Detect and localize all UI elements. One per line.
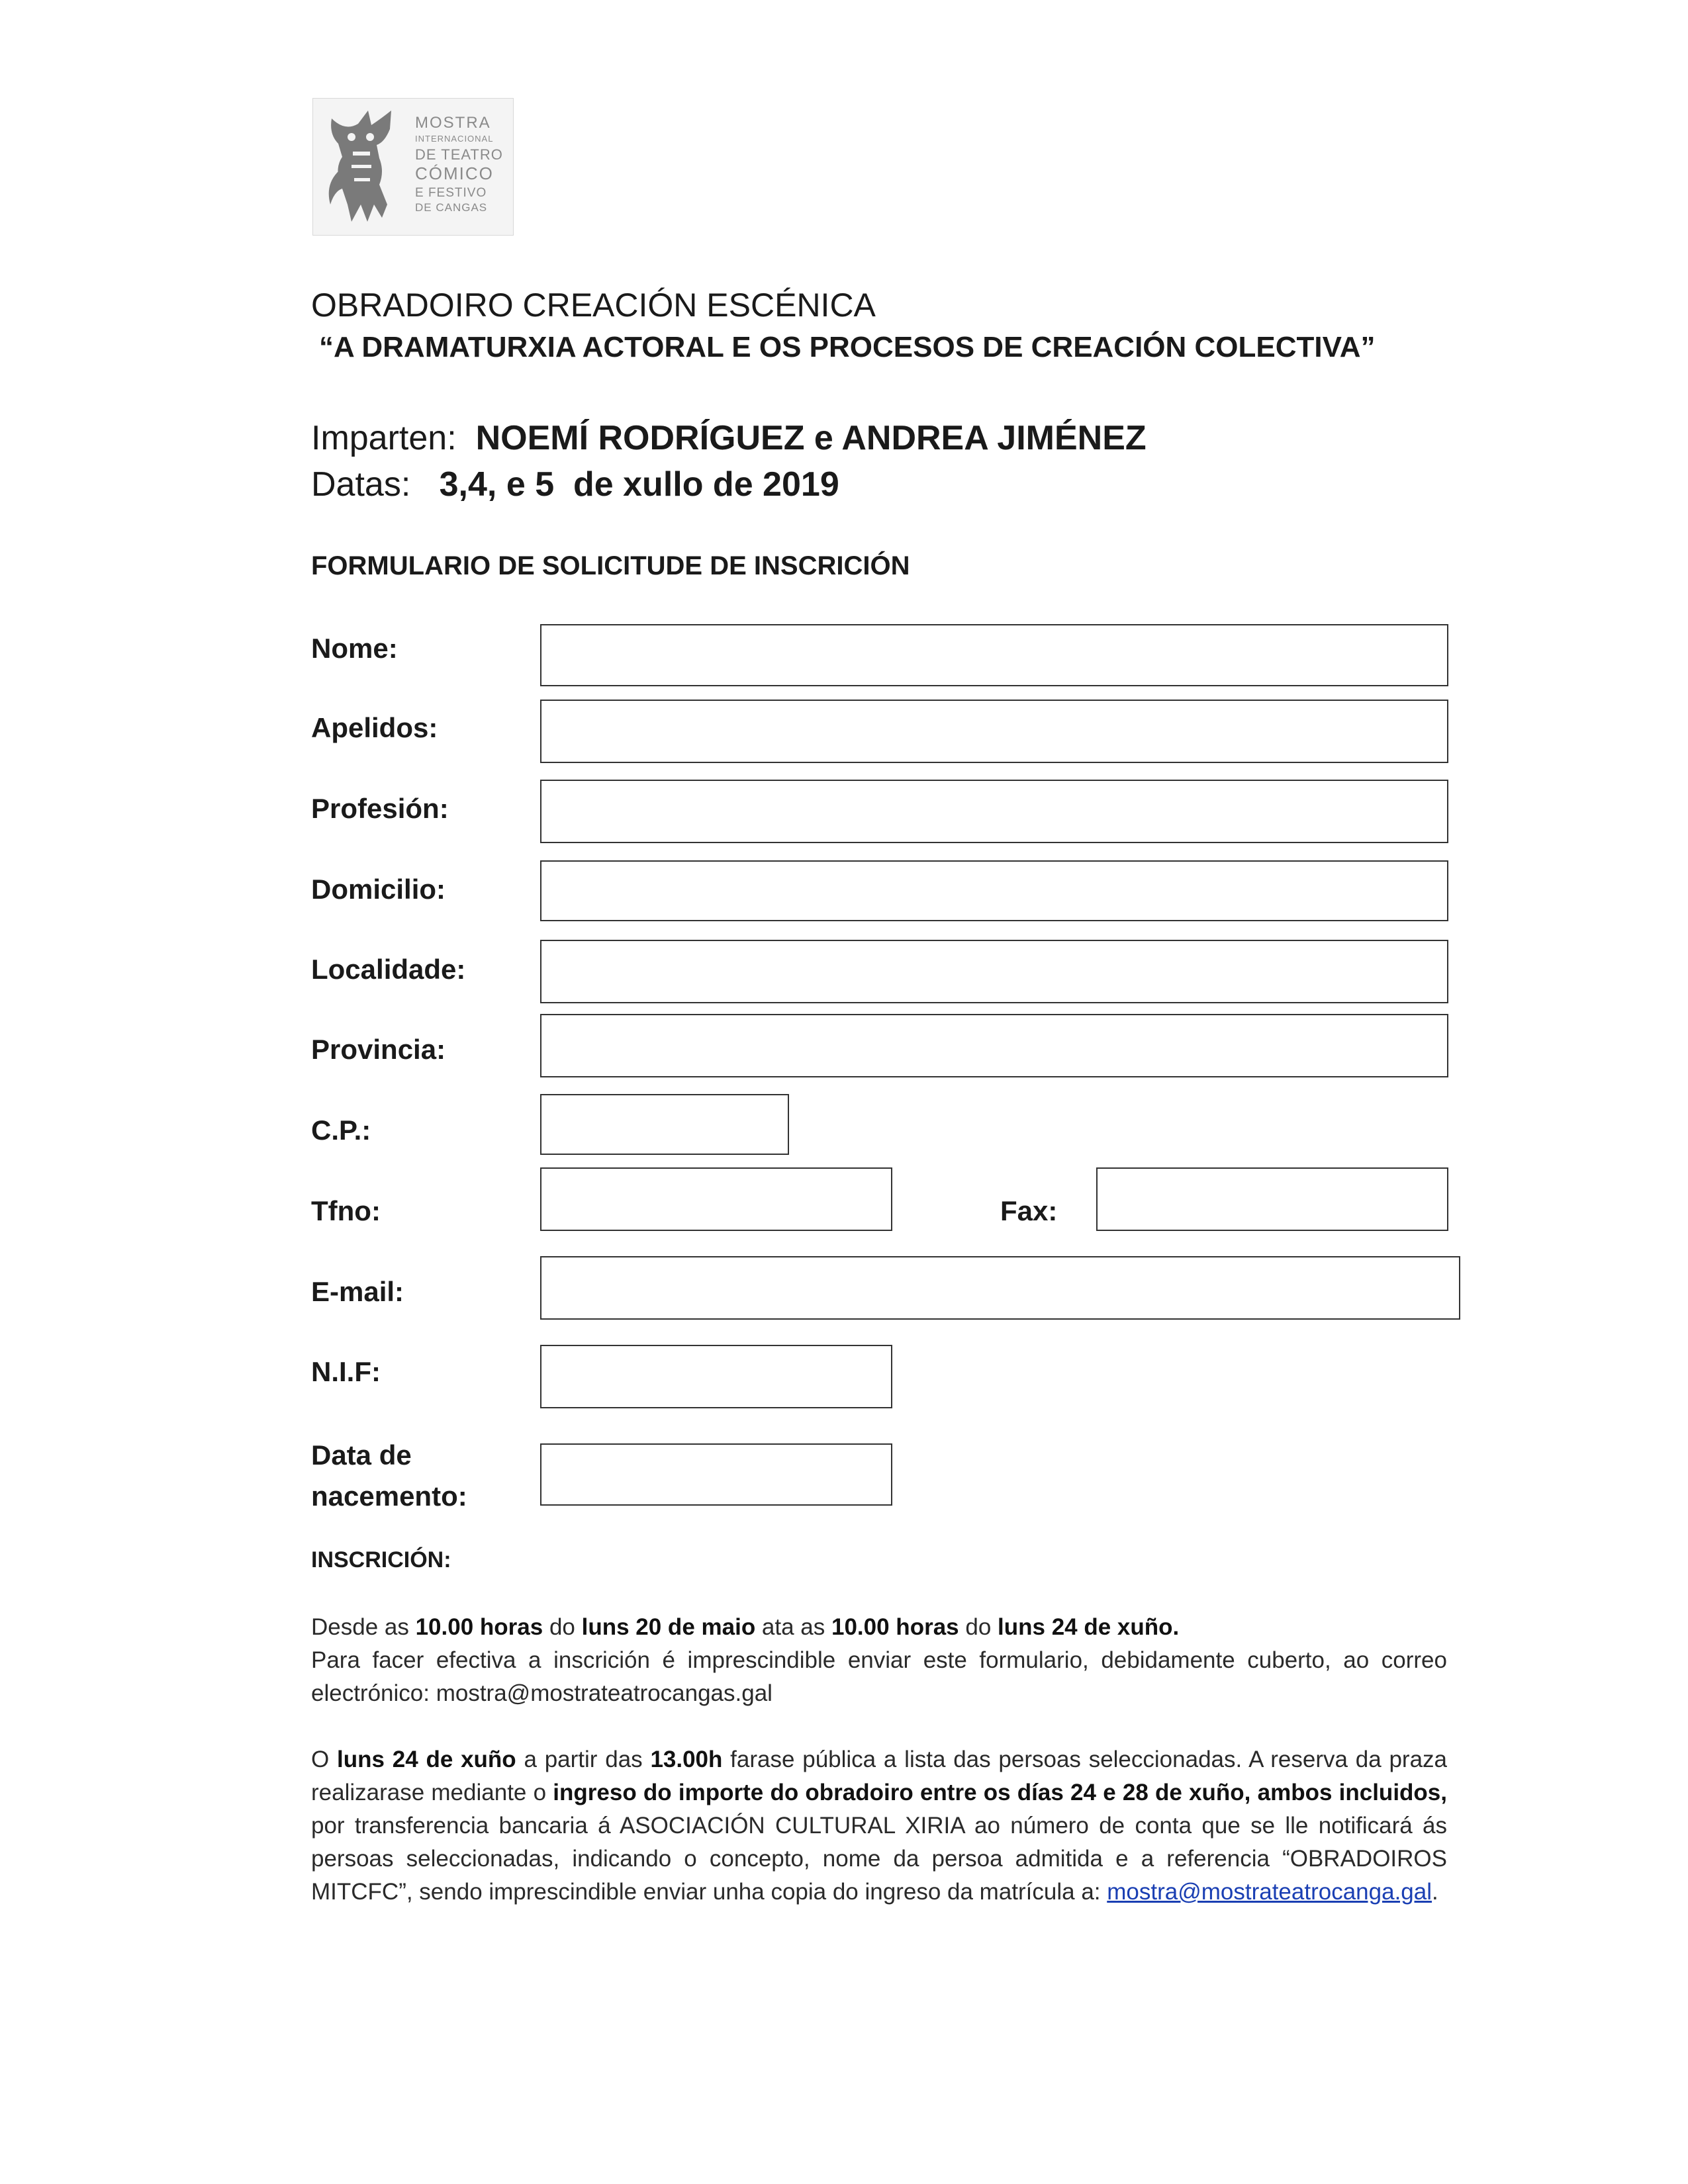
p1-text-3: ata as [755, 1614, 831, 1640]
p2-bold-3: ingreso do importe do obradoiro entre os días 24 e 28 de xuño, ambos incluidos, [553, 1780, 1447, 1805]
apelidos-label: Apelidos: [311, 712, 438, 743]
email-field[interactable] [540, 1256, 1460, 1320]
festival-logo [312, 98, 514, 236]
p1-bold-3: 10.00 horas [831, 1614, 959, 1640]
p1-bold-4: luns 24 de xuño. [998, 1614, 1180, 1640]
p2-text-5: . [1432, 1879, 1438, 1905]
inscricion-paragraph-2 [311, 1743, 1447, 1909]
imparten-value: NOEMÍ RODRÍGUEZ e ANDREA JIMÉNEZ [475, 419, 1147, 457]
provincia-field[interactable] [540, 1014, 1448, 1077]
svg-text:DE CANGAS: DE CANGAS [415, 201, 488, 214]
nome-field[interactable] [540, 624, 1448, 686]
nacemento-label-line2: nacemento: [311, 1480, 467, 1512]
cp-field[interactable] [540, 1094, 789, 1155]
p1-text-1: Desde as [311, 1614, 416, 1640]
p2-bold-2: 13.00h [650, 1747, 723, 1772]
p2-text-4: por transferencia bancaria á ASOCIACIÓN CULTURAL XIRIA ao número de conta que se lle notificará ás persoas seleccionadas, indicando o concepto, nome da persoa admitida e a referencia “OBRADOIROS MITCFC”, sendo imprescindible enviar unha copia do ingreso da matrícula a: [311, 1813, 1447, 1905]
nacemento-field[interactable] [540, 1443, 892, 1506]
p1-bold-2: luns 20 de maio [581, 1614, 756, 1640]
nome-label: Nome: [311, 633, 398, 664]
svg-text:DE TEATRO: DE TEATRO [415, 146, 503, 163]
p2-text-1: O [311, 1747, 338, 1772]
svg-text:INTERNACIONAL: INTERNACIONAL [415, 134, 494, 144]
nif-field[interactable] [540, 1345, 892, 1408]
domicilio-field[interactable] [540, 860, 1448, 921]
email-label: E-mail: [311, 1276, 404, 1307]
p2-bold-1: luns 24 de xuño [337, 1747, 516, 1772]
p2-text-2: a partir das [516, 1747, 651, 1772]
localidade-field[interactable] [540, 940, 1448, 1003]
imparten-label: Imparten: [311, 419, 457, 457]
workshop-subtitle: “A DRAMATURXIA ACTORAL E OS PROCESOS DE CREACIÓN COLECTIVA” [319, 331, 1376, 363]
imparten-line [311, 418, 1147, 458]
profesion-field[interactable] [540, 780, 1448, 843]
p1-bold-1: 10.00 horas [415, 1614, 543, 1640]
domicilio-label: Domicilio: [311, 874, 446, 905]
fax-field[interactable] [1096, 1167, 1448, 1231]
datas-label: Datas: [311, 465, 411, 504]
apelidos-field[interactable] [540, 700, 1448, 763]
inscricion-paragraph-1 [311, 1611, 1447, 1710]
p1-text-4: do [959, 1614, 998, 1640]
p2-text-3: farase pública a lista das persoas seleccionadas. A reserva da praza realizarase mediante o [311, 1747, 1448, 1805]
profesion-label: Profesión: [311, 793, 449, 824]
nacemento-label-line1: Data de [311, 1439, 412, 1471]
inscricion-heading: INSCRICIÓN: [311, 1547, 451, 1572]
datas-line [311, 465, 839, 504]
nif-label: N.I.F: [311, 1356, 381, 1387]
workshop-title: OBRADOIRO CREACIÓN ESCÉNICA [311, 287, 876, 324]
form-title: FORMULARIO DE SOLICITUDE DE INSCRICIÓN [311, 551, 910, 580]
nacemento-label [311, 1435, 467, 1517]
email-link[interactable]: mostra@mostrateatrocanga.gal [1107, 1879, 1432, 1905]
svg-text:E FESTIVO: E FESTIVO [415, 186, 487, 200]
provincia-label: Provincia: [311, 1034, 446, 1065]
svg-text:MOSTRA: MOSTRA [415, 114, 491, 132]
cp-label: C.P.: [311, 1115, 371, 1146]
p1-text-5: Para facer efectiva a inscrición é imprescindible enviar este formulario, debidamente cuberto, ao correo electrónico: mostra@mostrateatrocangas.gal [311, 1647, 1447, 1706]
svg-text:CÓMICO: CÓMICO [415, 163, 494, 183]
localidade-label: Localidade: [311, 954, 466, 985]
tfno-label: Tfno: [311, 1195, 381, 1226]
p1-text-2: do [543, 1614, 582, 1640]
tfno-field[interactable] [540, 1167, 892, 1231]
fax-label: Fax: [1000, 1195, 1058, 1226]
logo-figure-icon [318, 105, 510, 231]
datas-value: 3,4, e 5 de xullo de 2019 [439, 465, 839, 504]
